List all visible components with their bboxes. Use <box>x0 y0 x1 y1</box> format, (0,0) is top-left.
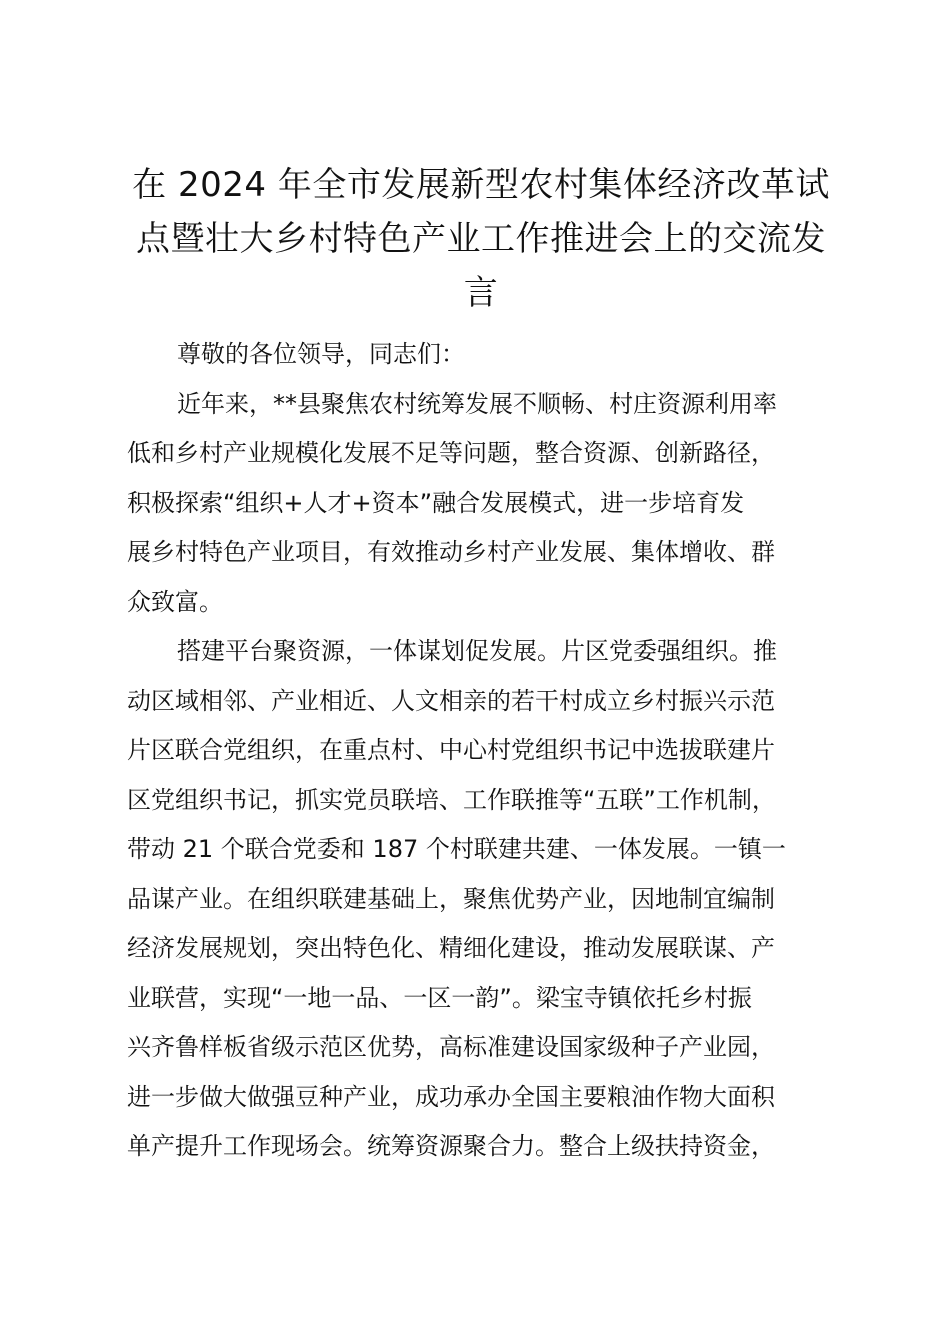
title-line: 点暨壮大乡村特色产业工作推进会上的交流发 <box>136 219 826 259</box>
text-line: 展乡村特色产业项目，有效推动乡村产业发展、集体增收、群 <box>127 538 775 566</box>
text-line: 片区联合党组织，在重点村、中心村党组织书记中选拔联建片 <box>127 736 775 764</box>
salutation: 尊敬的各位领导，同志们： <box>177 340 465 368</box>
text-line: 带动 21 个联合党委和 187 个村联建共建、一体发展。一镇一 <box>127 835 786 863</box>
title-line: 在 2024 年全市发展新型农村集体经济改革试 <box>132 165 830 205</box>
text-line: 区党组织书记，抓实党员联培、工作联推等“五联”工作机制， <box>127 785 776 814</box>
text-line: 低和乡村产业规模化发展不足等问题，整合资源、创新路径， <box>127 439 775 467</box>
paragraph-intro <box>127 380 837 628</box>
text-line: 兴齐鲁样板省级示范区优势，高标准建设国家级种子产业园， <box>127 1033 775 1061</box>
text-line: 经济发展规划，突出特色化、精细化建设，推动发展联谋、产 <box>127 934 775 962</box>
text-line: 搭建平台聚资源，一体谋划促发展。片区党委强组织。推 <box>177 637 777 665</box>
text-line: 动区域相邻、产业相近、人文相亲的若干村成立乡村振兴示范 <box>127 686 775 715</box>
document-body <box>127 330 837 1172</box>
text-line: 积极探索“组织+人才+资本”融合发展模式，进一步培育发 <box>127 488 745 517</box>
document-title <box>126 158 836 320</box>
text-line: 众致富。 <box>127 587 223 616</box>
title-line: 言 <box>463 273 499 313</box>
text-line: 业联营，实现“一地一品、一区一韵”。梁宝寺镇依托乡村振 <box>127 983 752 1012</box>
text-line: 品谋产业。在组织联建基础上，聚焦优势产业，因地制宜编制 <box>127 884 775 913</box>
text-line: 近年来，**县聚焦农村统筹发展不顺畅、村庄资源利用率 <box>177 389 777 418</box>
text-line: 单产提升工作现场会。统筹资源聚合力。整合上级扶持资金， <box>127 1132 775 1160</box>
paragraph-platform <box>127 627 837 1172</box>
text-line: 进一步做大做强豆种产业，成功承办全国主要粮油作物大面积 <box>127 1082 775 1111</box>
